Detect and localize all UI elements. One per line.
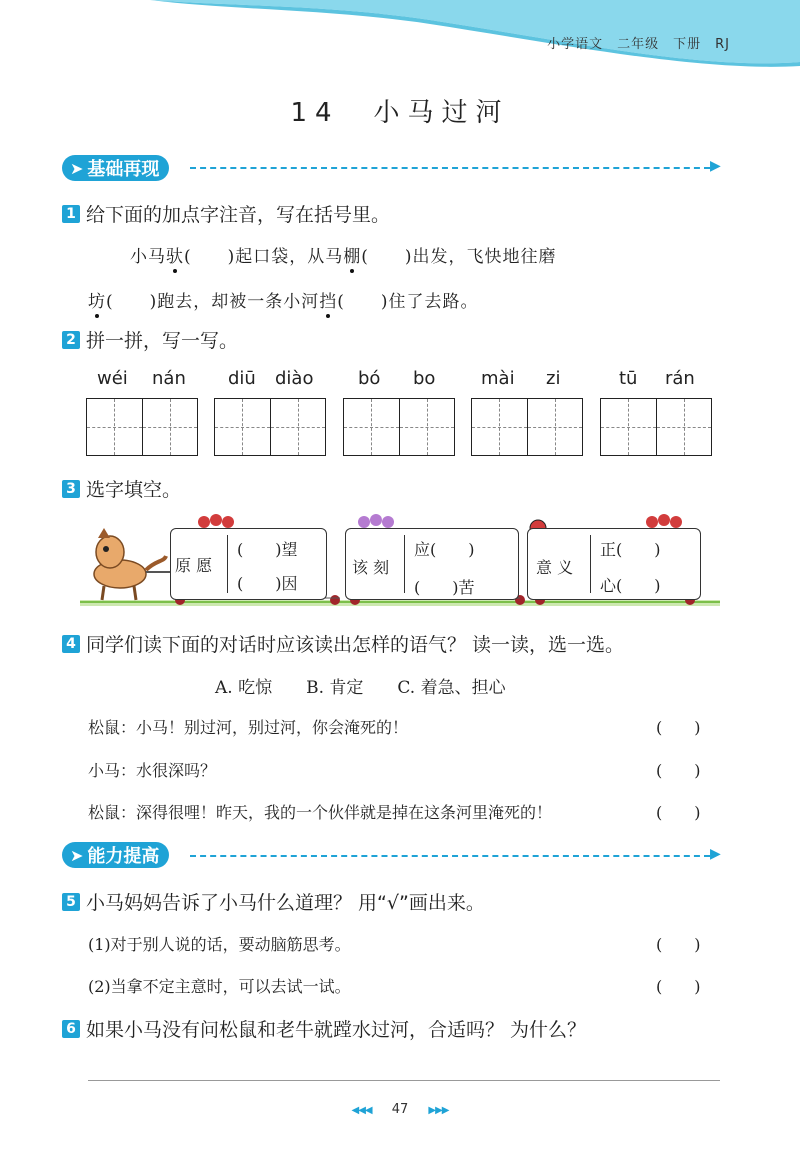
dotted-char: 坊 bbox=[88, 287, 106, 312]
section-title-basic: 基础再现 bbox=[87, 159, 160, 180]
writing-grid[interactable] bbox=[343, 398, 455, 456]
question-number: 5 bbox=[62, 893, 80, 911]
fill-blank[interactable]: 应( ) bbox=[414, 540, 475, 559]
answer-blank[interactable]: ( )出发，飞快地往磨 bbox=[361, 247, 557, 267]
question-prompt: 选字填空。 bbox=[86, 479, 182, 501]
dialogue-line: 松鼠：深得很哩！昨天，我的一个伙伴就是掉在这条河里淹死的！ bbox=[88, 803, 553, 822]
section-banner-basic bbox=[62, 155, 169, 183]
dotted-char: 挡 bbox=[319, 287, 337, 312]
section-title-ability: 能力提高 bbox=[87, 846, 160, 867]
right-arrows-icon: ▶▶▶ bbox=[428, 1105, 449, 1116]
dialogue-line: 小马：水很深吗？ bbox=[88, 761, 217, 780]
pinyin-4a: mài bbox=[481, 368, 515, 389]
pinyin-2a: diū bbox=[228, 368, 256, 389]
fill-blank[interactable]: ( )苦 bbox=[414, 578, 475, 597]
text: 小马 bbox=[130, 247, 166, 267]
question-3 bbox=[62, 475, 181, 502]
pinyin-1b: nán bbox=[152, 368, 186, 389]
question-1 bbox=[62, 200, 390, 227]
writing-grid[interactable] bbox=[214, 398, 326, 456]
horse-icon bbox=[94, 528, 172, 600]
question-prompt: 同学们读下面的对话时应该读出怎样的语气？ 读一读，选一选。 bbox=[86, 634, 625, 656]
divider bbox=[227, 535, 229, 593]
train-cart-2 bbox=[345, 528, 519, 600]
fill-blank[interactable]: ( )望 bbox=[237, 540, 298, 559]
divider bbox=[404, 535, 406, 593]
section-banner-ability bbox=[62, 842, 169, 870]
fill-blank[interactable]: ( )因 bbox=[237, 574, 298, 593]
writing-grid[interactable] bbox=[471, 398, 583, 456]
run-arrow-icon: ➤ bbox=[70, 158, 84, 178]
run-arrow-icon: ➤ bbox=[70, 845, 84, 865]
cart-chars: 意 义 bbox=[536, 558, 574, 577]
writing-grid[interactable] bbox=[600, 398, 712, 456]
section-divider bbox=[190, 167, 710, 169]
pinyin-3a: bó bbox=[358, 368, 381, 389]
divider bbox=[590, 535, 592, 593]
left-arrows-icon: ◀◀◀ bbox=[351, 1105, 372, 1116]
page-number: 47 bbox=[391, 1102, 409, 1117]
answer-parens[interactable]: ( ) bbox=[656, 935, 701, 954]
answer-blank[interactable]: ( )跑去，却被一条小河 bbox=[106, 292, 320, 312]
question-number: 3 bbox=[62, 480, 80, 498]
question-6 bbox=[62, 1015, 586, 1042]
q1-line-2 bbox=[88, 287, 479, 312]
question-prompt: 给下面的加点字注音，写在括号里。 bbox=[86, 204, 391, 226]
question-number: 2 bbox=[62, 331, 80, 349]
question-4 bbox=[62, 630, 624, 657]
train-cart-3 bbox=[527, 528, 701, 600]
answer-blank[interactable]: ( )起口袋，从马 bbox=[184, 247, 344, 267]
fill-blank[interactable]: 正( ) bbox=[600, 540, 661, 559]
cart-chars: 原 愿 bbox=[175, 556, 213, 575]
chevron-right-icon: ▶ bbox=[710, 846, 721, 862]
question-number: 6 bbox=[62, 1020, 80, 1038]
question-number: 4 bbox=[62, 635, 80, 653]
lesson-title: 14 小马过河 bbox=[290, 98, 510, 128]
dialogue-line: 松鼠：小马！别过河，别过河，你会淹死的！ bbox=[88, 718, 409, 737]
dotted-char: 驮 bbox=[166, 242, 184, 267]
answer-parens[interactable]: ( ) bbox=[656, 761, 701, 780]
pinyin-4b: zi bbox=[546, 368, 561, 389]
answer-blank[interactable]: ( )住了去路。 bbox=[337, 292, 479, 312]
header-label: 小学语文 二年级 下册 RJ bbox=[547, 37, 730, 52]
statement-line: (1)对于别人说的话，要动脑筋思考。 bbox=[88, 935, 351, 954]
question-prompt: 如果小马没有问松鼠和老牛就蹚水过河，合适吗？ 为什么？ bbox=[86, 1019, 587, 1041]
page-footer bbox=[0, 1102, 800, 1117]
writing-grid[interactable] bbox=[86, 398, 198, 456]
q1-line-1 bbox=[130, 242, 557, 267]
pinyin-2b: diào bbox=[275, 368, 314, 389]
train-cart-1 bbox=[170, 528, 327, 600]
pinyin-5a: tū bbox=[619, 368, 638, 389]
section-divider bbox=[190, 855, 710, 857]
fill-blank[interactable]: 心( ) bbox=[600, 576, 661, 595]
cart-chars: 该 刻 bbox=[352, 558, 390, 577]
question-prompt: 小马妈妈告诉了小马什么道理？ 用“√”画出来。 bbox=[86, 892, 485, 914]
statement-line: (2)当拿不定主意时，可以去试一试。 bbox=[88, 977, 351, 996]
answer-line[interactable] bbox=[88, 1080, 720, 1081]
answer-parens[interactable]: ( ) bbox=[656, 803, 701, 822]
answer-parens[interactable]: ( ) bbox=[656, 977, 701, 996]
answer-options: A. 吃惊 B. 肯定 C. 着急、担心 bbox=[215, 678, 506, 698]
pinyin-1a: wéi bbox=[97, 368, 128, 389]
question-5 bbox=[62, 888, 485, 915]
question-2 bbox=[62, 326, 238, 353]
chevron-right-icon: ▶ bbox=[710, 158, 721, 174]
dotted-char: 棚 bbox=[343, 242, 361, 267]
pinyin-3b: bo bbox=[413, 368, 436, 389]
question-number: 1 bbox=[62, 205, 80, 223]
question-prompt: 拼一拼，写一写。 bbox=[86, 330, 239, 352]
pinyin-5b: rán bbox=[665, 368, 695, 389]
answer-parens[interactable]: ( ) bbox=[656, 718, 701, 737]
